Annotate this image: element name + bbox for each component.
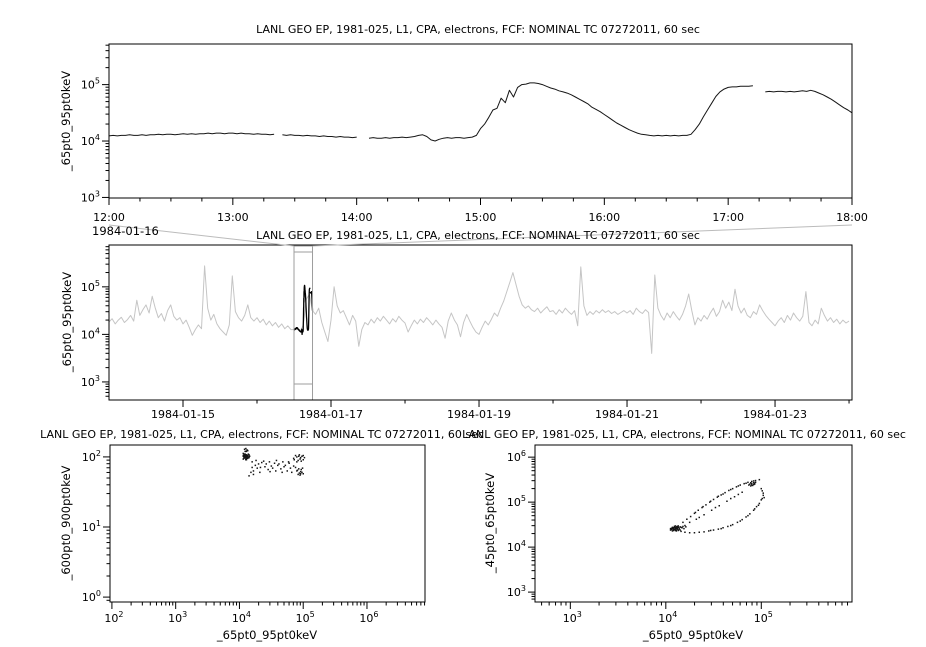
scatter-point [698, 510, 700, 512]
zoom-panel-date-label: 1984-01-16 [92, 224, 159, 238]
time-tick-label: 15:00 [464, 211, 497, 224]
time-tick-label: 1984-01-15 [151, 408, 215, 421]
scatter-point [763, 497, 765, 499]
scatter-panel-left-plot-area[interactable] [110, 445, 425, 602]
scatter-point [299, 472, 301, 474]
scatter-point [754, 508, 756, 510]
scatter-right-xlabel: _65pt0_95pt0keV [642, 628, 744, 642]
scatter-point [294, 459, 296, 461]
scatter-point [684, 532, 686, 534]
scatter-point [291, 472, 293, 474]
scatter-panel-left-data-layer [243, 448, 306, 477]
scatter-point [678, 528, 680, 530]
scatter-point [726, 501, 728, 503]
scatter-point [299, 458, 301, 460]
scatter-point [681, 527, 683, 529]
scatter-point [301, 460, 303, 462]
scatter-point [740, 520, 742, 522]
scatter-point [711, 510, 713, 512]
scatter-point [759, 479, 761, 481]
scatter-point [703, 531, 705, 533]
scatter-point [732, 524, 734, 526]
scatter-point [271, 465, 273, 467]
scatter-point [763, 492, 765, 494]
scatter-point [749, 483, 751, 485]
scatter-point [293, 458, 295, 460]
time-tick-label: 16:00 [588, 211, 621, 224]
scatter-point [686, 519, 688, 521]
scatter-point [754, 483, 756, 485]
scatter-point [293, 465, 295, 467]
scatter-point [295, 455, 297, 457]
scatter-point [303, 455, 305, 457]
scatter-point [264, 466, 266, 468]
tick-label: $10^4$ [231, 610, 251, 625]
scatter-point [713, 499, 715, 501]
scatter-point [275, 470, 277, 472]
scatter-point [734, 496, 736, 498]
tick-label: $10^5$ [753, 610, 773, 625]
scatter-point [674, 527, 676, 529]
scatter-point [300, 473, 302, 475]
scatter-point [682, 522, 684, 524]
scatter-point [300, 457, 302, 459]
tick-label: $10^5$ [295, 610, 315, 625]
scatter-point [243, 453, 245, 455]
context-panel-series [109, 266, 849, 354]
scatter-point [736, 486, 738, 488]
time-tick-label: 1984-01-21 [595, 408, 659, 421]
zoom-panel-ylabel: _65pt0_95pt0keV [59, 70, 73, 172]
scatter-point [244, 453, 246, 455]
scatter-point [678, 530, 680, 532]
scatter-point [699, 532, 701, 534]
context-panel-plot-area[interactable] [109, 245, 852, 400]
scatter-point [282, 461, 284, 463]
context-panel [81, 245, 852, 421]
scatter-point [762, 498, 764, 500]
scatter-point [738, 494, 740, 496]
tick-label: $10^3$ [80, 189, 100, 205]
scatter-point [251, 467, 253, 469]
scatter-point [274, 463, 276, 465]
scatter-point [280, 468, 282, 470]
scatter-point [251, 461, 253, 463]
time-tick-label: 1984-01-23 [743, 408, 808, 421]
scatter-point [738, 485, 740, 487]
scatter-point [276, 460, 278, 462]
scatter-point [247, 456, 249, 458]
scatter-point [278, 463, 280, 465]
scatter-point [689, 522, 691, 524]
scatter-point [740, 484, 742, 486]
scatter-point [682, 526, 684, 528]
time-tick-label: 1984-01-17 [299, 408, 363, 421]
scatter-point [248, 475, 250, 477]
scatter-point [751, 481, 753, 483]
scatter-point [741, 492, 743, 494]
scatter-point [732, 488, 734, 490]
scatter-point [727, 526, 729, 528]
scatter-point [741, 519, 743, 521]
scatter-point [269, 461, 271, 463]
scatter-point [713, 529, 715, 531]
tick-label: $10^4$ [658, 610, 678, 625]
context-panel-data-layer [109, 266, 849, 354]
scatter-point [258, 463, 260, 465]
scatter-point [690, 516, 692, 518]
tick-label: $10^5$ [80, 278, 100, 294]
scatter-point [263, 460, 265, 462]
scatter-point [246, 451, 248, 453]
time-tick-label: 18:00 [836, 211, 868, 224]
scatter-point [730, 489, 732, 491]
scatter-point [670, 528, 672, 530]
scatter-point [255, 465, 257, 467]
time-tick-label: 14:00 [340, 211, 373, 224]
tick-label: $10^3$ [506, 584, 526, 600]
scatter-point [710, 501, 712, 503]
scatter-point [750, 482, 752, 484]
tick-label: $10^3$ [168, 610, 188, 625]
scatter-point [253, 474, 255, 476]
scatter-point [763, 495, 765, 497]
scatter-right-title: LANL GEO EP, 1981-025, L1, CPA, electrons, FCF: NOMINAL TC 07272011, 60 sec [462, 428, 906, 441]
scatter-point [246, 459, 248, 461]
scatter-point [728, 490, 730, 492]
scatter-point [677, 528, 679, 530]
scatter-point [678, 525, 680, 527]
scatter-point [718, 528, 720, 530]
zoom-panel-title: LANL GEO EP, 1981-025, L1, CPA, electrons, FCF: NOMINAL TC 07272011, 60 sec [256, 23, 700, 36]
scatter-point [694, 532, 696, 534]
scatter-point [761, 488, 763, 490]
scatter-point [283, 466, 285, 468]
scatter-point [755, 480, 757, 482]
scatter-point [295, 467, 297, 469]
scatter-point [304, 457, 306, 459]
scatter-point [720, 494, 722, 496]
scatter-point [718, 496, 720, 498]
scatter-point [246, 455, 248, 457]
scatter-point [702, 506, 704, 508]
tick-label: $10^2$ [104, 610, 124, 625]
time-tick-label: 1984-01-19 [447, 408, 511, 421]
scatter-point [290, 467, 292, 469]
scatter-point [750, 485, 752, 487]
scatter-point [753, 480, 755, 482]
scatter-point [253, 470, 255, 472]
scatter-point [287, 470, 289, 472]
scatter-point [758, 505, 760, 507]
scatter-point [743, 483, 745, 485]
scatter-point [761, 499, 763, 501]
scatter-point [288, 461, 290, 463]
tick-label: $10^1$ [81, 519, 101, 535]
scatter-point [683, 528, 685, 530]
scatter-point [298, 468, 300, 470]
scatter-point [720, 528, 722, 530]
time-tick-label: 17:00 [712, 211, 745, 224]
scatter-point [300, 471, 302, 473]
scatter-panel-right [507, 445, 852, 625]
scatter-point [685, 526, 687, 528]
scatter-point [277, 465, 279, 467]
tick-label: $10^3$ [562, 610, 582, 625]
scatter-panel-right-plot-area[interactable] [535, 445, 852, 602]
scatter-point [705, 504, 707, 506]
tick-label: $10^3$ [80, 373, 100, 389]
scatter-point [675, 525, 677, 527]
scatter-point [759, 503, 761, 505]
scatter-point [762, 490, 764, 492]
scatter-point [749, 513, 751, 515]
scatter-point [703, 514, 705, 516]
scatter-point [285, 465, 287, 467]
scatter-point [722, 493, 724, 495]
scatter-point [715, 507, 717, 509]
scatter-point [288, 463, 290, 465]
scatter-point [673, 529, 675, 531]
zoom-panel-series [109, 83, 852, 141]
scatter-point [745, 516, 747, 518]
scatter-point [249, 456, 251, 458]
scatter-point [245, 448, 247, 450]
scatter-panel-right-data-layer [670, 479, 765, 534]
tick-label: $10^4$ [80, 326, 100, 342]
scatter-point [296, 456, 298, 458]
scatter-point [255, 460, 256, 462]
tick-label: $10^4$ [506, 539, 526, 555]
scatter-point [719, 505, 721, 507]
scatter-point [243, 458, 245, 460]
scatter-point [756, 506, 758, 508]
scatter-point [272, 467, 274, 469]
scatter-point [676, 530, 678, 532]
scatter-left-title: LANL GEO EP, 1981-025, L1, CPA, electrons, FCF: NOMINAL TC 07272011, 60 sec [40, 428, 484, 441]
scatter-point [699, 517, 701, 519]
scatter-point [755, 482, 757, 484]
scatter-point [248, 457, 250, 459]
tick-label: $10^5$ [506, 494, 526, 510]
scatter-point [737, 522, 739, 524]
scatter-point [680, 531, 682, 533]
scatter-point [672, 527, 674, 529]
scatter-point [301, 472, 303, 474]
scatter-point [747, 515, 749, 517]
scatter-point [298, 456, 300, 458]
scatter-point [257, 467, 259, 469]
scatter-point [303, 473, 305, 475]
scatter-right-ylabel: _45pt0_65pt0keV [483, 472, 497, 574]
scatter-point [708, 530, 710, 532]
scatter-point [261, 462, 263, 464]
scatter-point [260, 467, 262, 469]
tick-label: $10^6$ [359, 610, 379, 625]
scatter-point [299, 454, 301, 456]
scatter-point [753, 510, 755, 512]
zoom-panel-data-layer [109, 83, 852, 141]
scatter-point [722, 527, 724, 529]
scatter-point [267, 469, 269, 471]
scatter-point [696, 519, 698, 521]
scatter-point [248, 453, 250, 455]
scatter-point [684, 525, 686, 527]
scatter-point [301, 456, 303, 458]
scatter-point [303, 459, 305, 461]
scatter-point [269, 471, 271, 473]
zoom-panel-plot-area[interactable] [109, 44, 852, 198]
scatter-point [297, 470, 299, 472]
scatter-point [747, 482, 749, 484]
scatter-left-xlabel: _65pt0_95pt0keV [216, 628, 318, 642]
context-panel-title: LANL GEO EP, 1981-025, L1, CPA, electrons, FCF: NOMINAL TC 07272011, 60 sec [256, 229, 700, 242]
scatter-point [266, 463, 268, 465]
scatter-point [301, 469, 303, 471]
scatter-point [247, 450, 249, 452]
scatter-point [259, 472, 261, 474]
tick-label: $10^5$ [80, 76, 100, 92]
scatter-point [689, 532, 691, 534]
scatter-point [281, 472, 283, 474]
scatter-point [297, 474, 299, 476]
scatter-point [244, 449, 246, 451]
scatter-point [730, 498, 732, 500]
scatter-point [302, 467, 304, 469]
tick-label: $10^2$ [81, 448, 101, 464]
scatter-point [247, 458, 249, 460]
time-tick-label: 12:00 [93, 211, 125, 224]
scatter-point [297, 460, 299, 462]
scatter-point [244, 456, 246, 458]
scatter-panel-left [82, 445, 425, 625]
tick-label: $10^6$ [506, 449, 526, 465]
scatter-point [730, 525, 732, 527]
scatter-point [745, 483, 747, 485]
scatter-point [753, 482, 755, 484]
scatter-point [299, 474, 301, 476]
scatter-left-ylabel: _600pt0_900pt0keV [59, 465, 73, 581]
context-panel-series [294, 285, 313, 334]
scatter-point [679, 529, 681, 531]
scatter-point [296, 461, 298, 463]
tick-label: $10^4$ [80, 133, 100, 149]
scatter-point [250, 472, 252, 474]
context-panel-ylabel: _65pt0_95pt0keV [60, 271, 74, 373]
time-tick-label: 13:00 [216, 211, 249, 224]
zoom-panel [81, 44, 868, 224]
scatter-point [710, 530, 712, 532]
scatter-point [724, 492, 726, 494]
scatter-point [695, 512, 697, 514]
tick-label: $10^0$ [81, 589, 101, 605]
